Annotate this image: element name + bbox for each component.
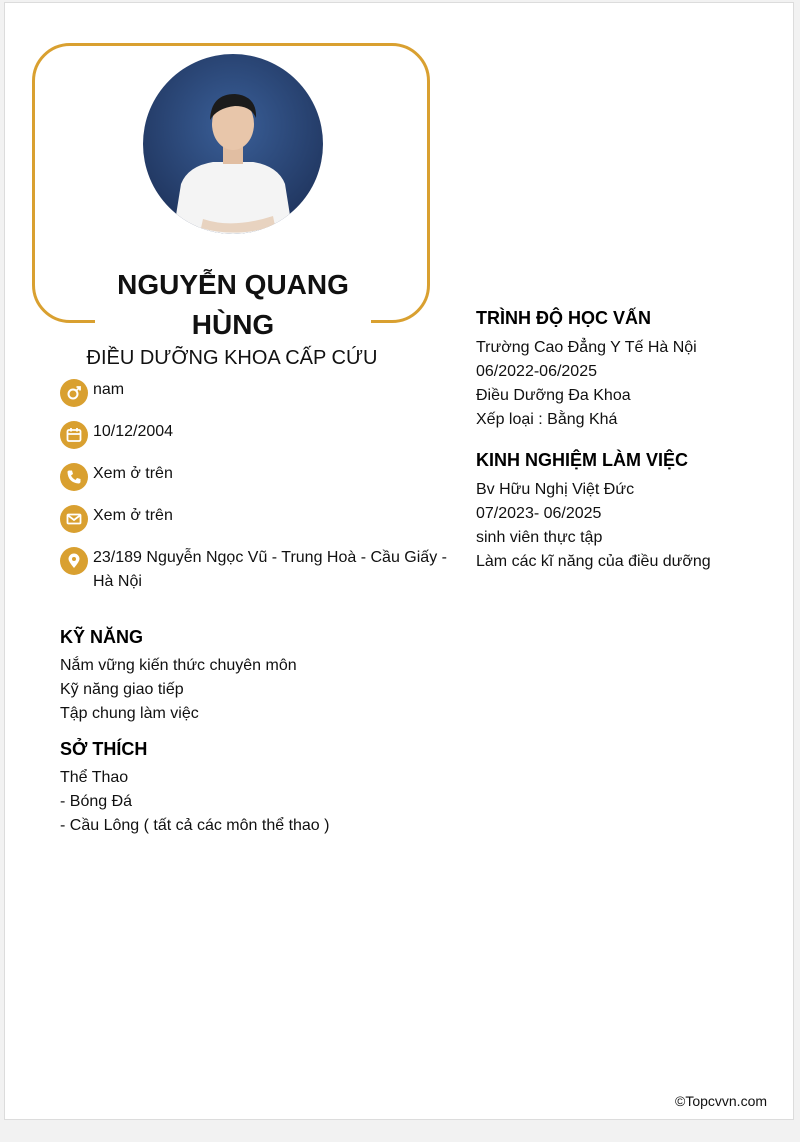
profile-name: NGUYỄN QUANG HÙNG <box>117 269 349 340</box>
avatar <box>143 54 323 234</box>
list-item: 07/2023- 06/2025 <box>476 505 602 522</box>
list-item: Làm các kĩ năng của điều dưỡng <box>476 553 711 570</box>
skills-list <box>60 654 297 726</box>
list-item: - Cầu Lông ( tất cả các môn thể thao ) <box>60 817 330 834</box>
footer-credit: ©Topcvvn.com <box>675 1093 768 1109</box>
contact-phone-value: Xem ở trên <box>93 465 173 482</box>
contact-email <box>60 504 465 533</box>
profile-title: ĐIỀU DƯỠNG KHOA CẤP CỨU <box>86 347 378 369</box>
list-item: Tập chung làm việc <box>60 705 199 722</box>
location-pin-icon <box>60 547 88 575</box>
contact-birthday <box>60 420 465 449</box>
hobbies-list <box>60 766 329 838</box>
cv-page <box>4 2 794 1120</box>
education-list <box>476 336 697 432</box>
hobbies-heading: SỞ THÍCH <box>60 739 148 759</box>
gender-icon <box>60 379 88 407</box>
contact-phone <box>60 462 465 491</box>
phone-icon <box>60 463 88 491</box>
list-item: 06/2022-06/2025 <box>476 363 597 380</box>
email-icon <box>60 505 88 533</box>
list-item: Xếp loại : Bằng Khá <box>476 411 618 428</box>
list-item: - Bóng Đá <box>60 793 133 810</box>
list-item: Bv Hữu Nghị Việt Đức <box>476 481 635 498</box>
contact-birthday-value: 10/12/2004 <box>93 423 174 440</box>
list-item: Điều Dưỡng Đa Khoa <box>476 387 631 404</box>
skills-heading: KỸ NĂNG <box>60 627 144 647</box>
contact-address <box>60 546 465 594</box>
list-item: Nắm vững kiến thức chuyên môn <box>60 657 297 674</box>
calendar-icon <box>60 421 88 449</box>
experience-heading: KINH NGHIỆM LÀM VIỆC <box>476 450 689 470</box>
list-item: Thể Thao <box>60 769 129 786</box>
education-heading: TRÌNH ĐỘ HỌC VẤN <box>476 308 651 328</box>
list-item: Trường Cao Đẳng Y Tế Hà Nội <box>476 339 697 356</box>
list-item: sinh viên thực tập <box>476 529 603 546</box>
list-item: Kỹ năng giao tiếp <box>60 681 184 698</box>
contact-gender <box>60 378 465 407</box>
experience-list <box>476 478 711 574</box>
contact-gender-value: nam <box>93 381 125 398</box>
contact-address-value: 23/189 Nguyễn Ngọc Vũ - Trung Hoà - Cầu Giấy - Hà Nội <box>93 549 447 590</box>
contact-email-value: Xem ở trên <box>93 507 173 524</box>
